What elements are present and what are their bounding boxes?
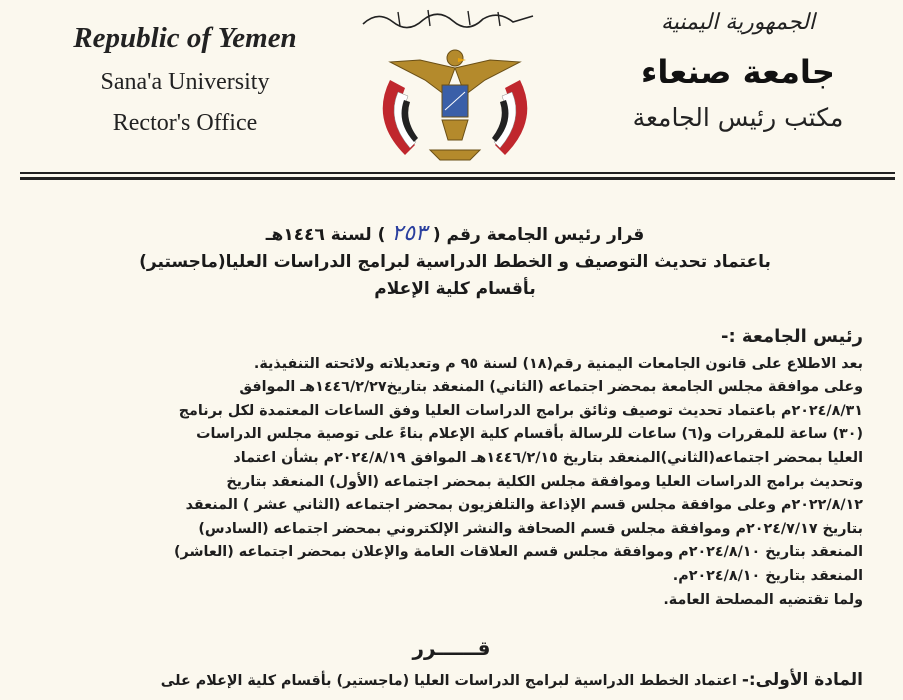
english-header xyxy=(35,22,335,137)
body-line: (٣٠) ساعة للمقررات و(٦) ساعات للرسالة بأقسام كلية الإعلام بناءً على توصية مجلس الدراسات xyxy=(196,426,863,443)
yemen-eagle-emblem-icon xyxy=(370,40,540,170)
body-line: ٢٠٢٢/٨/١٢م وعلى موافقة مجلس قسم الإذاعة والتلفزيون بمحضر اجتماعه (الثاني عشر ) المنعقد xyxy=(185,497,863,514)
president-heading: رئيس الجامعة :- xyxy=(721,326,863,347)
letterhead xyxy=(0,0,903,175)
decision-heading: قــــــرر xyxy=(412,636,491,660)
body-line: بعد الاطلاع على قانون الجامعات اليمنية رقم(١٨) لسنة ٩٥ م وتعديلاته ولائحته التنفيذية. xyxy=(253,355,863,372)
arabic-header xyxy=(603,10,873,132)
body-line: المنعقد بتاريخ ٢٠٢٤/٨/١٠م. xyxy=(672,567,863,584)
body-line: المنعقد بتاريخ ٢٠٢٤/٨/١٠م وموافقة مجلس قسم العلاقات العامة والإعلان بمحضر اجتماعه (العاشر) xyxy=(174,544,863,561)
decree-subject: باعتماد تحديث التوصيف و الخطط الدراسية لبرامج الدراسات العليا(ماجستير) xyxy=(139,252,771,272)
decree-faculty: بأقسام كلية الإعلام xyxy=(374,279,536,299)
decree-title xyxy=(60,220,850,303)
body-line: وعلى موافقة مجلس الجامعة بمحضر اجتماعه (الثاني) المنعقد بتاريخ١٤٤٦/٢/٢٧هـ الموافق xyxy=(239,379,863,396)
body-line: العليا بمحضر اجتماعه(الثاني)المنعقد بتاريخ ١٤٤٦/٢/١٥هـ الموافق ٢٠٢٤/٨/١٩م بشأن اعتماد xyxy=(233,449,863,466)
body-line: ٢٠٢٤/٨/٣١م باعتماد تحديث توصيف وثائق برامج الدراسات العليا وفق الساعات المعتمدة لكل برنامج xyxy=(178,402,863,419)
decree-body xyxy=(93,325,863,612)
en-country: Republic of Yemen xyxy=(73,22,297,54)
decree-prefix: قرار رئيس الجامعة رقم ( xyxy=(432,225,645,245)
header-divider xyxy=(20,172,895,174)
body-line: بتاريخ ٢٠٢٤/٧/١٧م وموافقة مجلس قسم الصحافة والنشر الإلكتروني بمحضر اجتماعه (السادس) xyxy=(198,520,863,537)
ar-country: الجمهورية اليمنية xyxy=(660,10,816,35)
ar-university: جامعة صنعاء xyxy=(641,53,835,91)
ar-office: مكتب رئيس الجامعة xyxy=(632,103,844,132)
en-office: Rector's Office xyxy=(112,110,258,136)
decree-number: ٢٥٣ xyxy=(391,221,427,246)
header-divider-thick xyxy=(20,177,895,180)
article-one xyxy=(83,670,863,690)
basmala-calligraphy xyxy=(358,2,538,32)
body-line: وتحديث برامج الدراسات العليا وموافقة مجلس الكلية بمحضر اجتماعه (الأول) المنعقد بتاريخ xyxy=(226,473,863,490)
article-one-label: المادة الأولى:- xyxy=(741,670,863,690)
article-one-text: اعتماد الخطط الدراسية لبرامج الدراسات العليا (ماجستير) بأقسام كلية الإعلام على xyxy=(160,673,737,689)
decree-year: ) لسنة ١٤٤٦هـ xyxy=(265,225,386,245)
en-university: Sana'a University xyxy=(100,69,270,95)
decree-number-line xyxy=(60,220,850,249)
body-line: ولما تقتضيه المصلحة العامة. xyxy=(663,591,863,608)
